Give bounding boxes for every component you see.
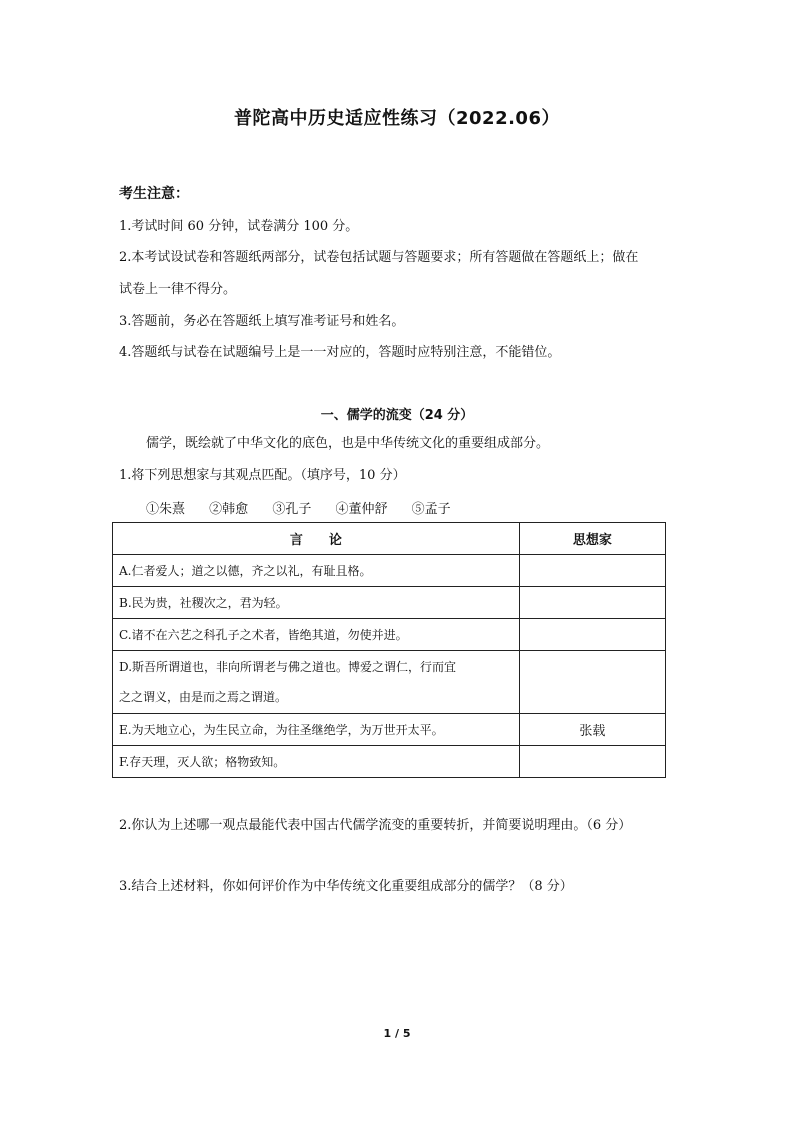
answer-cell-c[interactable] — [519, 619, 665, 651]
question-1: 1.将下列思想家与其观点匹配。（填序号，10 分） — [119, 468, 406, 483]
notice-heading: 考生注意： — [119, 186, 189, 202]
thinker-options — [146, 498, 471, 517]
answer-cell-a[interactable] — [519, 555, 665, 587]
notice-item-1: 1.考试时间 60 分钟，试卷满分 100 分。 — [119, 219, 359, 234]
header-quote: 言 论 — [113, 523, 520, 555]
quote-cell-c: C.诸不在六艺之科孔子之术者，皆绝其道，勿使并进。 — [113, 619, 520, 651]
table-row — [113, 619, 666, 651]
quote-d-line-1: D.斯吾所谓道也，非向所谓老与佛之道也。博爱之谓仁，行而宜 — [119, 660, 457, 674]
quote-cell-f: F.存天理，灭人欲；格物致知。 — [113, 746, 520, 778]
quote-cell-b: B.民为贵，社稷次之，君为轻。 — [113, 587, 520, 619]
option-dongzhongshu: ④董仲舒 — [335, 502, 388, 517]
option-kongzi: ③孔子 — [272, 502, 312, 517]
section-intro: 儒学，既绘就了中华文化的底色，也是中华传统文化的重要组成部分。 — [146, 436, 550, 451]
notice-item-3: 3.答题前，务必在答题纸上填写准考证号和姓名。 — [119, 314, 405, 329]
option-zhuxi: ①朱熹 — [146, 502, 186, 517]
table-row — [113, 651, 666, 714]
quote-cell-a: A.仁者爱人；道之以德，齐之以礼，有耻且格。 — [113, 555, 520, 587]
question-2: 2.你认为上述哪一观点最能代表中国古代儒学流变的重要转折，并简要说明理由。（6 分） — [119, 818, 632, 833]
quote-cell-d — [113, 651, 520, 714]
quote-d-line-2: 之之谓义，由是而之焉之谓道。 — [119, 690, 288, 704]
table-row — [113, 714, 666, 746]
section-title: 一、儒学的流变（24 分） — [320, 408, 474, 423]
table-row — [113, 555, 666, 587]
notice-item-2: 2.本考试设试卷和答题纸两部分，试卷包括试题与答题要求；所有答题做在答题纸上；做在 — [119, 250, 639, 265]
table-row — [113, 746, 666, 778]
option-mengzi: ⑤孟子 — [411, 502, 451, 517]
page-number: 1 / 5 — [383, 1027, 411, 1040]
quote-cell-e: E.为天地立心，为生民立命，为往圣继绝学，为万世开太平。 — [113, 714, 520, 746]
answer-cell-d[interactable] — [519, 651, 665, 714]
notice-item-2-cont: 试卷上一律不得分。 — [119, 282, 237, 297]
header-thinker: 思想家 — [519, 523, 665, 555]
answer-cell-f[interactable] — [519, 746, 665, 778]
answer-cell-e[interactable]: 张载 — [519, 714, 665, 746]
table-row — [113, 587, 666, 619]
table-header-row — [113, 523, 666, 555]
notice-item-4: 4.答题纸与试卷在试题编号上是一一对应的，答题时应特别注意，不能错位。 — [119, 345, 561, 360]
question-3: 3.结合上述材料，你如何评价作为中华传统文化重要组成部分的儒学？（8 分） — [119, 879, 573, 894]
option-hanyu: ②韩愈 — [209, 502, 249, 517]
answer-cell-b[interactable] — [519, 587, 665, 619]
page-title: 普陀高中历史适应性练习（2022.06） — [234, 108, 560, 129]
matching-table — [112, 522, 666, 778]
